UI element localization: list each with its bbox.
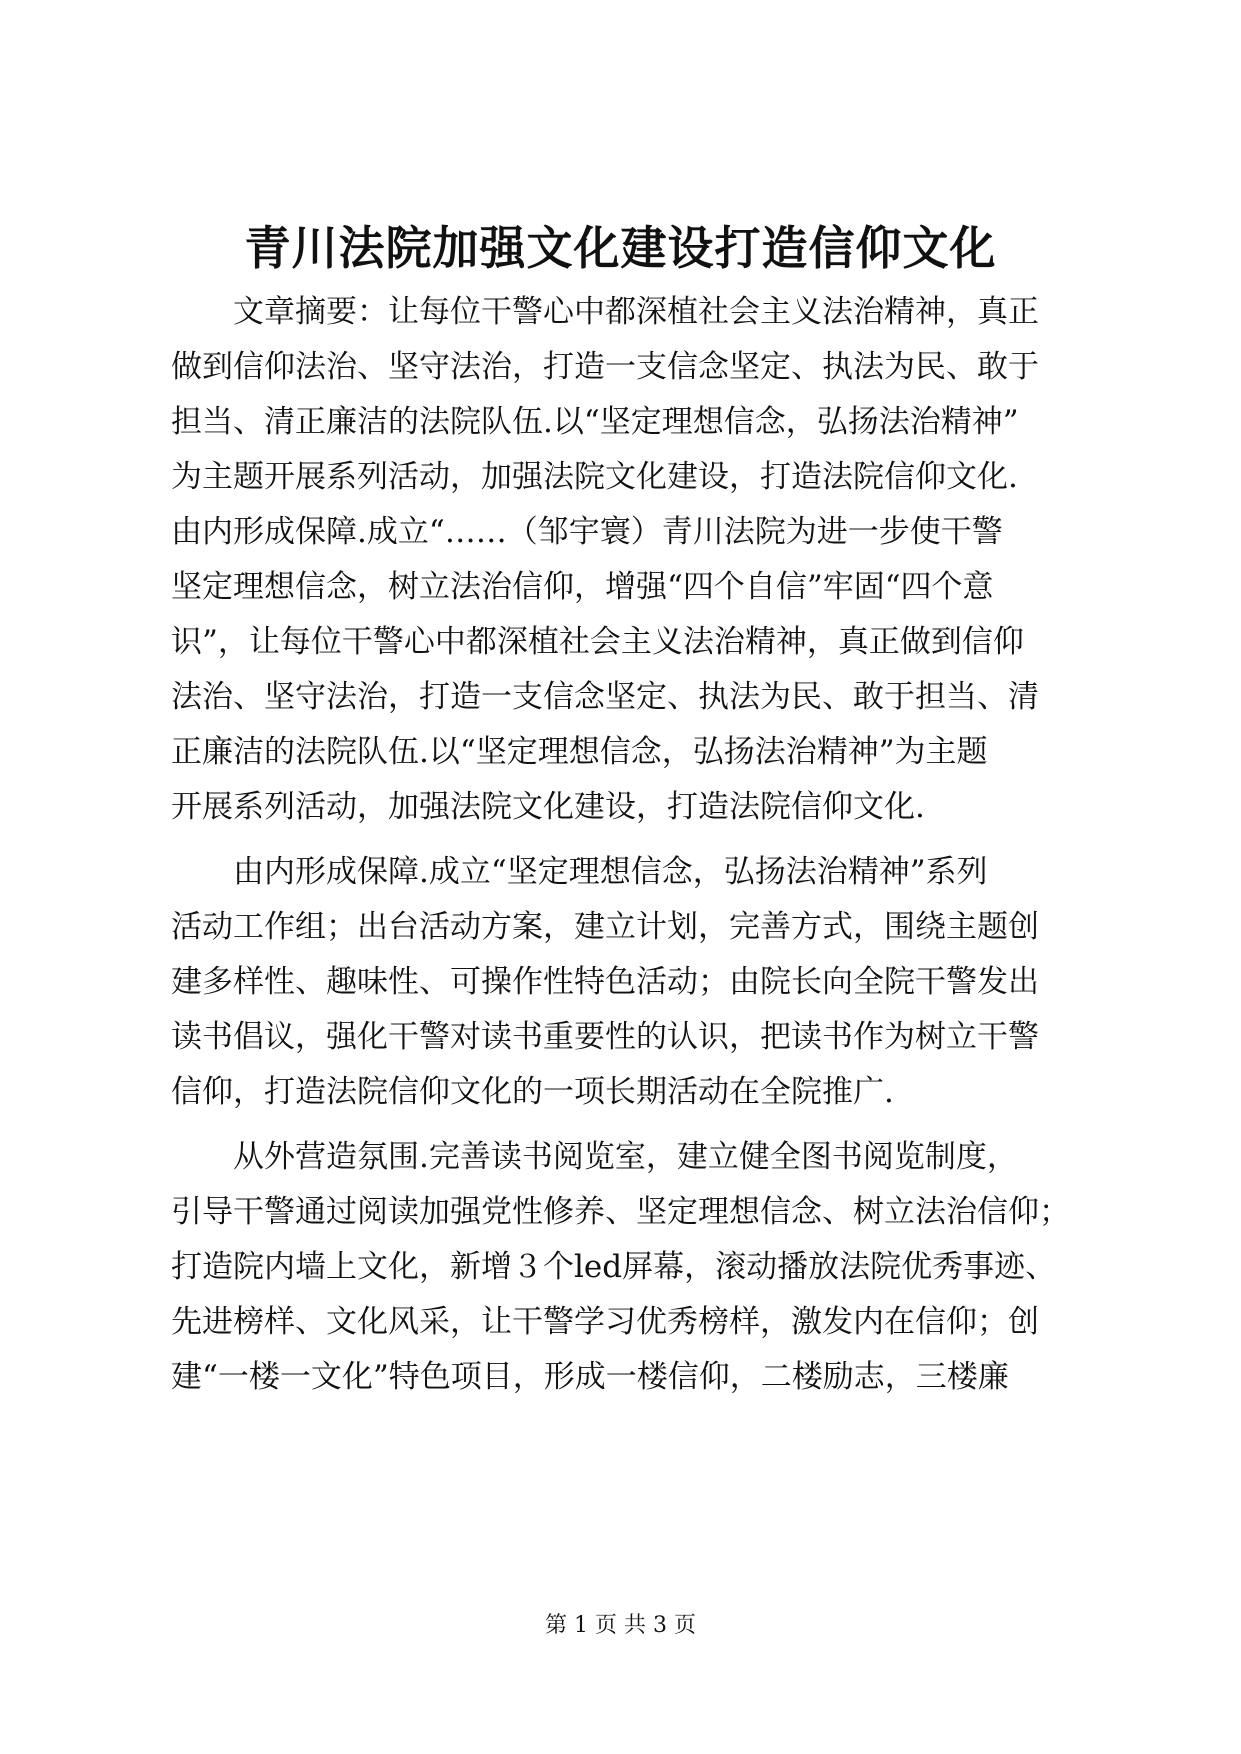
body-line: 担当、清正廉洁的法院队伍.以“坚定理想信念，弘扬法治精神” (171, 404, 1019, 440)
body-line: 识”，让每位干警心中都深植社会主义法治精神，真正做到信仰 (171, 624, 1024, 660)
body-line: 文章摘要：让每位干警心中都深植社会主义法治精神，真正 (233, 294, 1039, 330)
body-line: 为主题开展系列活动，加强法院文化建设，打造法院信仰文化. (171, 459, 1018, 495)
document-title: 青川法院加强文化建设打造信仰文化 (244, 221, 997, 275)
body-line: 活动工作组；出台活动方案，建立计划，完善方式，围绕主题创 (171, 909, 1039, 945)
body-line: 开展系列活动，加强法院文化建设，打造法院信仰文化. (171, 789, 925, 825)
body-line: 由内形成保障.成立“……（邹宇寰）青川法院为进一步使干警 (171, 514, 1003, 550)
body-line: 信仰，打造法院信仰文化的一项长期活动在全院推广. (171, 1074, 894, 1110)
page-number-footer: 第 1 页 共 3 页 (545, 1613, 696, 1638)
body-line: 由内形成保障.成立“坚定理想信念，弘扬法治精神”系列 (233, 854, 988, 890)
body-line: 读书倡议，强化干警对读书重要性的认识，把读书作为树立干警 (171, 1019, 1039, 1055)
body-line: 先进榜样、文化风采，让干警学习优秀榜样，激发内在信仰；创 (171, 1304, 1039, 1340)
body-line: 建多样性、趣味性、可操作性特色活动；由院长向全院干警发出 (171, 964, 1039, 1000)
body-line: 打造院内墙上文化，新增３个led屏幕，滚动播放法院优秀事迹、 (171, 1249, 1057, 1285)
body-line: 引导干警通过阅读加强党性修养、坚定理想信念、树立法治信仰； (171, 1194, 1070, 1230)
body-line: 正廉洁的法院队伍.以“坚定理想信念，弘扬法治精神”为主题 (171, 734, 988, 770)
body-line: 法治、坚守法治，打造一支信念坚定、执法为民、敢于担当、清 (171, 679, 1039, 715)
body-line: 做到信仰法治、坚守法治，打造一支信念坚定、执法为民、敢于 (171, 349, 1039, 385)
body-line: 建“一楼一文化”特色项目，形成一楼信仰，二楼励志，三楼廉 (171, 1359, 1009, 1395)
body-line: 从外营造氛围.完善读书阅览室，建立健全图书阅览制度， (233, 1139, 1018, 1175)
body-line: 坚定理想信念，树立法治信仰，增强“四个自信”牢固“四个意 (171, 569, 994, 605)
